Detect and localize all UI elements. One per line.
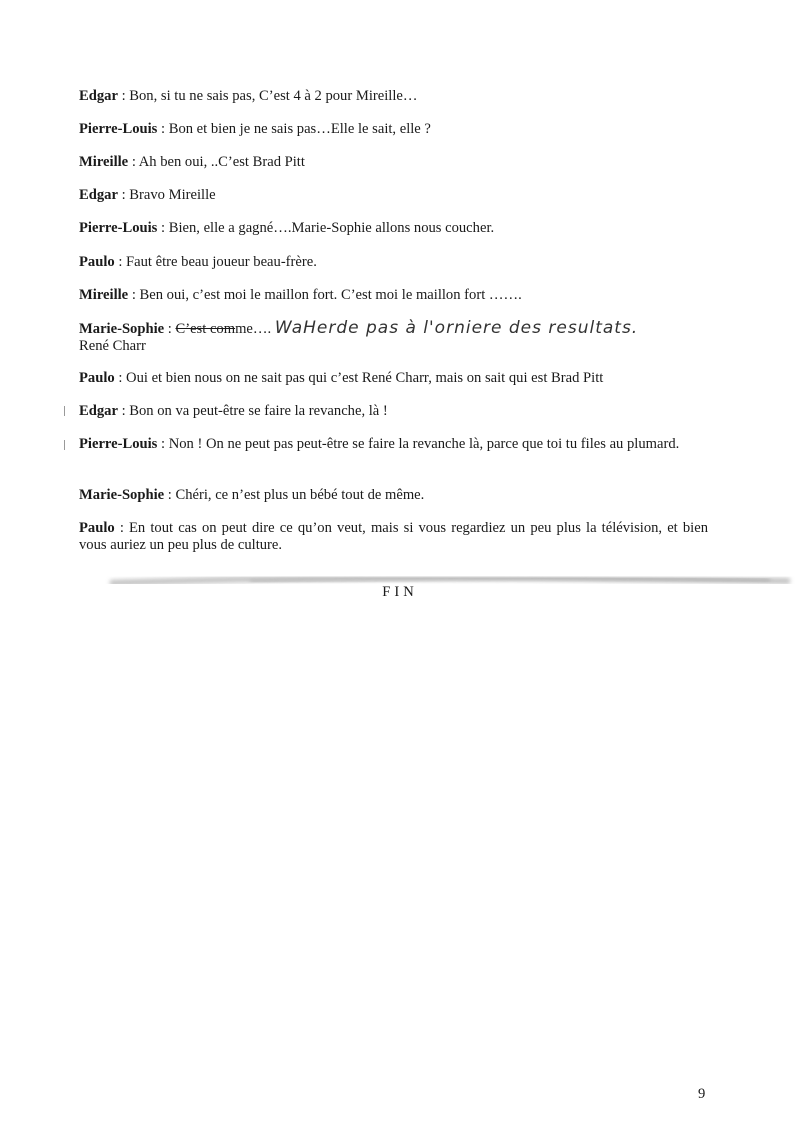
struck-text: C’est com <box>175 321 236 337</box>
dialogue-line-edgar-2 <box>79 187 708 204</box>
speaker-name: Pierre-Louis <box>79 121 158 137</box>
dialogue-text: : Ben oui, c’est moi le maillon fort. C’est moi le maillon fort ……. <box>128 287 522 303</box>
handwritten-annotation: WaHerde pas à l'orniere des resultats. <box>274 318 639 338</box>
dialogue-line-marie-sophie-2 <box>79 487 708 504</box>
margin-mark <box>64 440 65 450</box>
speaker-name: Edgar <box>79 187 118 203</box>
speaker-name: Marie-Sophie <box>79 487 165 503</box>
dialogue-line-pierre-louis-3 <box>79 436 708 453</box>
dialogue-line-paulo-3 <box>79 520 708 554</box>
dialogue-line-pierre-louis-1 <box>79 121 708 138</box>
speaker-name: Paulo <box>79 370 115 386</box>
dialogue-text: : Chéri, ce n’est plus un bébé tout de même. <box>164 487 425 503</box>
dialogue-text: : Bon on va peut-être se faire la revanche, là ! <box>117 403 388 419</box>
speaker-name: Mireille <box>79 287 129 303</box>
dialogue-line-paulo-2 <box>79 370 708 387</box>
dialogue-text: : Oui et bien nous on ne sait pas qui c’est René Charr, mais on sait qui est Brad Pitt <box>114 370 604 386</box>
dialogue-text: : Ah ben oui, ..C’est Brad Pitt <box>128 154 305 170</box>
dialogue-line-mireille-1 <box>79 154 708 171</box>
dialogue-line-marie-sophie-1 <box>79 320 708 355</box>
dialogue-text: : Bravo Mireille <box>117 187 216 203</box>
speaker-name: Edgar <box>79 88 118 104</box>
dialogue-text: : Faut être beau joueur beau-frère. <box>114 254 317 270</box>
dialogue-line-edgar-1 <box>79 88 708 105</box>
margin-mark <box>64 406 65 416</box>
speaker-name: Paulo <box>79 520 115 536</box>
dialogue-line-pierre-louis-2 <box>79 220 708 237</box>
dialogue-text: : En tout cas on peut dire ce qu’on veut, mais si vous regardiez un peu plus la télévision, et bien vous auriez un peu plus de culture. <box>79 520 708 553</box>
dialogue-text: : Bon, si tu ne sais pas, C’est 4 à 2 pour Mireille… <box>117 88 418 104</box>
dialogue-text-continuation: René Charr <box>79 338 146 354</box>
dialogue-text: : Bon et bien je ne sais pas…Elle le sait, elle ? <box>157 121 431 137</box>
dialogue-line-paulo-1 <box>79 254 708 271</box>
speaker-name: Edgar <box>79 403 118 419</box>
dialogue-line-mireille-2 <box>79 287 708 304</box>
speaker-name: Marie-Sophie <box>79 321 165 337</box>
speaker-name: Paulo <box>79 254 115 270</box>
page-number: 9 <box>698 1086 706 1102</box>
speaker-name: Pierre-Louis <box>79 220 158 236</box>
dialogue-line-edgar-3 <box>79 403 708 420</box>
dialogue-text: : Non ! On ne peut pas peut-être se faire la revanche là, parce que toi tu files au plumard. <box>157 436 680 452</box>
dialogue-text: me…. <box>235 321 272 337</box>
dialogue-separator: : <box>164 321 176 337</box>
dialogue-text: : Bien, elle a gagné….Marie-Sophie allons nous coucher. <box>157 220 495 236</box>
end-marker: FIN <box>382 584 418 600</box>
speaker-name: Pierre-Louis <box>79 436 158 452</box>
speaker-name: Mireille <box>79 154 129 170</box>
